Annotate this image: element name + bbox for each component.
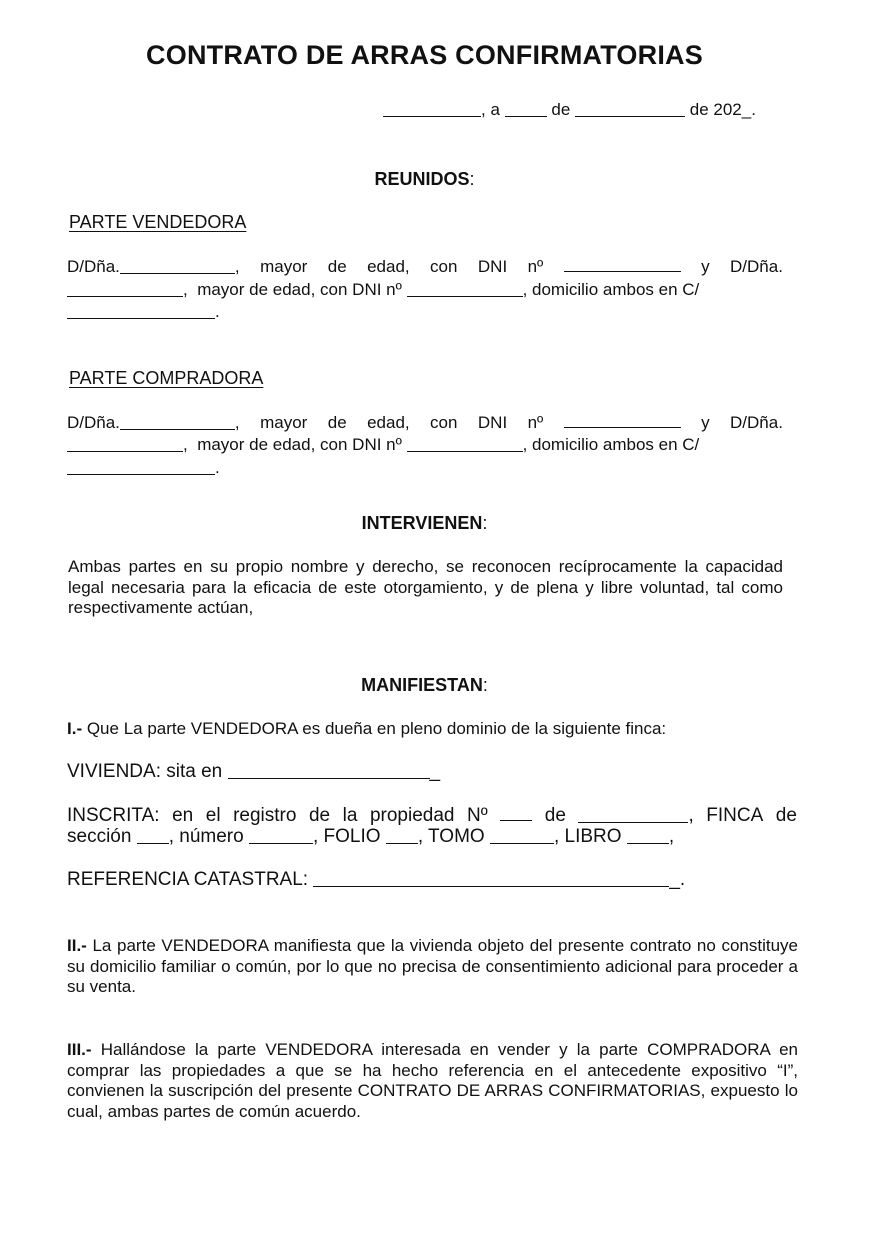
vendedora-line-3: .: [67, 302, 220, 322]
vendedora-heading: PARTE VENDEDORA: [69, 212, 247, 232]
folio-blank[interactable]: [386, 826, 418, 844]
document-title: CONTRATO DE ARRAS CONFIRMATORIAS: [146, 40, 703, 70]
reunidos-heading: REUNIDOS:: [374, 169, 475, 189]
vendedora-dni-1-blank[interactable]: [564, 256, 681, 272]
manifiestan-heading: MANIFIESTAN:: [361, 675, 488, 695]
clause-ii: [67, 936, 798, 998]
clause-i-text: Que La parte VENDEDORA es dueña en pleno dominio de la siguiente finca:: [82, 719, 667, 738]
clause-ii-number: II.-: [67, 936, 87, 955]
compradora-name-1-blank[interactable]: [120, 414, 235, 430]
vendedora-dni-2-blank[interactable]: [407, 281, 523, 297]
clause-ii-text: La parte VENDEDORA manifiesta que la vivienda objeto del presente contrato no constituye su domicilio familiar o común, por lo que no precisa de consentimiento adicional para proceder a su venta.: [67, 936, 798, 996]
vendedora-address-blank[interactable]: [67, 303, 215, 319]
vendedora-line-1: D/Dña. , mayor de edad, con DNI nº y D/Dña.: [67, 257, 783, 276]
date-a: , a: [481, 100, 500, 119]
clause-iii: [67, 1040, 798, 1122]
clause-iii-text: Hallándose la parte VENDEDORA interesada en vender y la parte COMPRADORA en comprar las propiedades a que se ha hecho referencia en el antecedente expositivo “I”, convienen la suscripción del presente CONTRATO DE ARRAS CONFIRMATORIAS, expuesto lo cual, ambas partes de común acuerdo.: [67, 1040, 798, 1121]
compradora-address-blank[interactable]: [67, 459, 215, 475]
compradora-dni-2-blank[interactable]: [407, 436, 523, 452]
month-blank[interactable]: [575, 101, 685, 117]
compradora-dni-1-blank[interactable]: [564, 412, 681, 428]
compradora-name-2-blank[interactable]: [67, 436, 183, 452]
vivienda-line: VIVIENDA: sita en _: [67, 761, 441, 782]
referencia-line: REFERENCIA CATASTRAL: _.: [67, 869, 686, 890]
vivienda-address-blank[interactable]: [228, 761, 430, 779]
place-blank[interactable]: [383, 101, 481, 117]
clause-i: [67, 719, 666, 739]
vendedora-line-2: , mayor de edad, con DNI nº , domicilio ambos en C/: [67, 280, 699, 300]
inscrita-line: INSCRITA: en el registro de la propiedad Nº de , FINCA de: [67, 805, 797, 826]
referencia-catastral-blank[interactable]: [313, 869, 669, 887]
compradora-heading: PARTE COMPRADORA: [69, 368, 264, 388]
seccion-blank[interactable]: [137, 826, 169, 844]
registro-number-blank[interactable]: [500, 803, 532, 821]
clause-iii-number: III.-: [67, 1040, 92, 1059]
intervienen-paragraph: Ambas partes en su propio nombre y derecho, se reconocen recíprocamente la capacidad legal necesaria para la eficacia de este otorgamiento, y de plena y libre voluntad, tal como respectivamente actúan,: [68, 557, 783, 617]
compradora-line-3: .: [67, 458, 220, 478]
numero-blank[interactable]: [249, 826, 313, 844]
year-text: de 202_.: [689, 100, 756, 119]
seccion-line: sección , número , FOLIO , TOMO , LIBRO ,: [67, 826, 675, 847]
date-de: de: [551, 100, 571, 119]
registro-place-blank[interactable]: [578, 805, 688, 823]
tomo-blank[interactable]: [490, 826, 554, 844]
compradora-line-2: , mayor de edad, con DNI nº , domicilio ambos en C/: [67, 435, 699, 455]
vendedora-name-2-blank[interactable]: [67, 281, 183, 297]
vendedora-name-1-blank[interactable]: [120, 258, 235, 274]
date-line: [383, 100, 756, 120]
compradora-line-1: D/Dña. , mayor de edad, con DNI nº y D/Dña.: [67, 413, 783, 432]
day-blank[interactable]: [505, 101, 547, 117]
libro-blank[interactable]: [627, 826, 669, 844]
clause-i-number: I.-: [67, 719, 83, 738]
intervienen-heading: INTERVIENEN:: [361, 513, 488, 533]
